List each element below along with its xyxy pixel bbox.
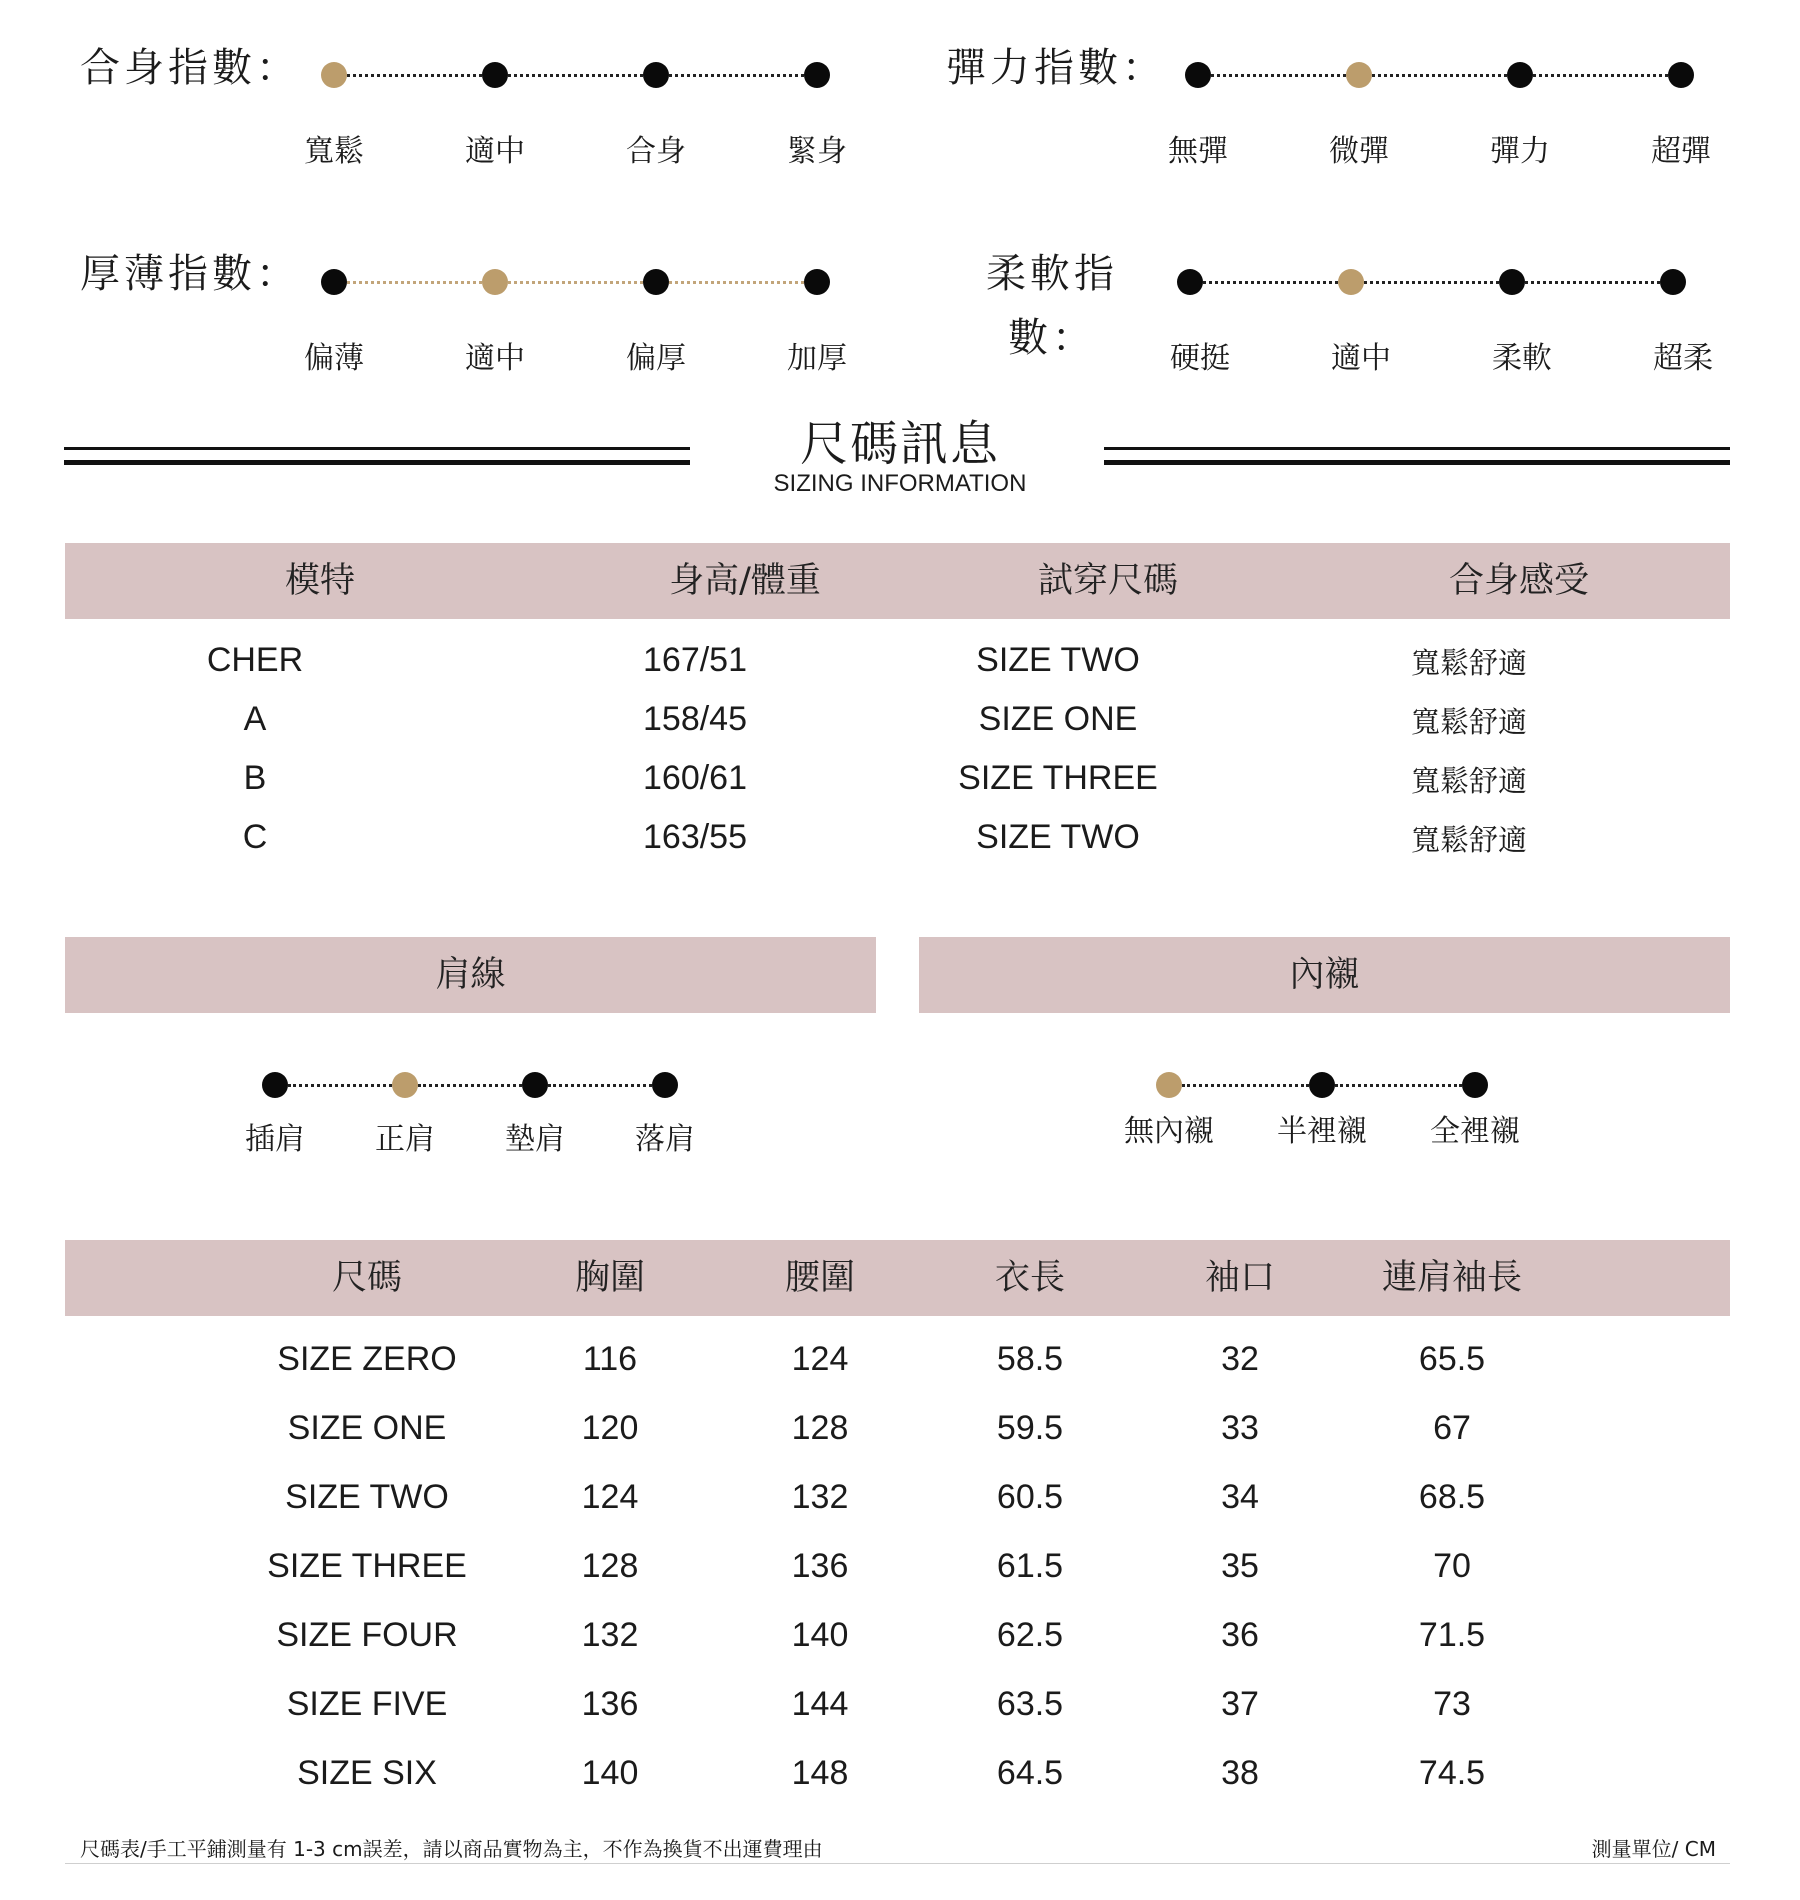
model-name-cell: A [243, 700, 267, 738]
models-header-try-size: 試穿尺碼 [1037, 561, 1178, 601]
size-value-cell: 136 [581, 1685, 639, 1723]
shoulder-scale-option: 落肩 [635, 1122, 695, 1157]
lining-scale-dot [1462, 1072, 1488, 1098]
stretch-index-scale-dot [1668, 62, 1694, 88]
lining-scale-dot [1309, 1072, 1335, 1098]
stretch-index-scale-dot [1185, 62, 1211, 88]
fit-index-scale-connector [347, 74, 482, 77]
model-table-cell: 160/61 [643, 759, 747, 797]
model-name-cell: CHER [206, 641, 304, 679]
size-table-header-cell: 尺碼 [331, 1258, 402, 1298]
softness-index-label-line2: 數： [1008, 315, 1096, 361]
size-value-cell: 132 [581, 1616, 639, 1654]
model-table-cell: 163/55 [643, 818, 747, 856]
lining-scale [1124, 1054, 1520, 1184]
softness-index-scale-connector [1364, 281, 1499, 284]
fit-index-scale-option: 合身 [626, 134, 686, 169]
size-name-cell: SIZE ONE [287, 1409, 447, 1447]
measurement-unit: 測量單位/ CM [1591, 1837, 1716, 1861]
softness-index-scale [1170, 251, 1713, 381]
softness-index-scale-connector [1203, 281, 1338, 284]
model-table-cell: 158/45 [643, 700, 747, 738]
size-value-cell: 144 [791, 1685, 849, 1723]
lining-scale-option: 無內襯 [1124, 1114, 1214, 1149]
fit-index-label: 合身指數： [80, 45, 300, 91]
size-name-cell: SIZE FOUR [276, 1616, 458, 1654]
size-value-cell: 120 [581, 1409, 639, 1447]
fit-index-scale-connector [669, 74, 804, 77]
size-table-header-cell: 腰圍 [784, 1258, 855, 1298]
softness-index-scale-option: 超柔 [1653, 341, 1713, 376]
size-value-cell: 70 [1433, 1547, 1471, 1585]
fit-index-scale-option: 寬鬆 [304, 134, 364, 169]
size-table-header-cell: 袖口 [1204, 1258, 1275, 1298]
stretch-index-scale-selected-dot [1346, 62, 1372, 88]
size-value-cell: 59.5 [996, 1409, 1064, 1447]
lining-scale-connector [1182, 1084, 1309, 1087]
thickness-index-scale-option: 適中 [465, 341, 525, 376]
softness-index-label-line1: 柔軟指 [986, 251, 1118, 297]
shoulder-scale-option: 正肩 [375, 1122, 435, 1157]
size-value-cell: 67 [1433, 1409, 1471, 1447]
stretch-index-scale-option: 超彈 [1651, 134, 1711, 169]
size-table-header-cell: 連肩袖長 [1381, 1258, 1522, 1298]
stretch-index-label: 彈力指數： [946, 45, 1166, 91]
thickness-index-scale-option: 偏厚 [626, 341, 686, 376]
softness-index-scale-connector [1525, 281, 1660, 284]
fit-index-scale-dot [482, 62, 508, 88]
model-table-cell: SIZE ONE [978, 700, 1138, 738]
size-name-cell: SIZE ZERO [277, 1340, 457, 1378]
fit-index-scale-dot [804, 62, 830, 88]
size-value-cell: 124 [791, 1340, 849, 1378]
shoulder-scale-connector [288, 1084, 392, 1087]
shoulder-band [65, 937, 876, 1013]
size-name-cell: SIZE SIX [297, 1754, 437, 1792]
measurement-note: 尺碼表/手工平鋪測量有 1-3 cm誤差，請以商品實物為主，不作為換貨不出運費理由 [80, 1837, 823, 1861]
size-table-header-cell: 衣長 [994, 1258, 1065, 1298]
size-value-cell: 65.5 [1418, 1340, 1486, 1378]
lining-scale-option: 半裡襯 [1277, 1114, 1367, 1149]
stretch-index-scale [1168, 44, 1711, 174]
softness-index-scale-dot [1660, 269, 1686, 295]
shoulder-label: 肩線 [435, 955, 506, 995]
size-value-cell: 116 [582, 1340, 638, 1378]
shoulder-scale-connector [418, 1084, 522, 1087]
fit-index-scale-selected-dot [321, 62, 347, 88]
stretch-index-scale-option: 無彈 [1168, 134, 1228, 169]
size-value-cell: 36 [1221, 1616, 1259, 1654]
softness-index-scale-option: 適中 [1331, 341, 1391, 376]
shoulder-scale-connector [548, 1084, 652, 1087]
model-name-cell: B [243, 759, 267, 797]
model-table-cell: 寬鬆舒適 [1410, 705, 1527, 739]
thickness-index-scale-connector [347, 281, 482, 284]
size-value-cell: 136 [791, 1547, 849, 1585]
size-value-cell: 63.5 [996, 1685, 1064, 1723]
sizing-title-en: SIZING INFORMATION [773, 470, 1027, 497]
fit-index-scale-dot [643, 62, 669, 88]
stretch-index-scale-option: 彈力 [1490, 134, 1550, 169]
model-name-cell: C [242, 818, 268, 856]
stretch-index-scale-connector [1372, 74, 1507, 77]
model-table-cell: SIZE THREE [958, 759, 1158, 797]
model-table-cell: 167/51 [643, 641, 747, 679]
size-value-cell: 61.5 [996, 1547, 1064, 1585]
thickness-index-scale-selected-dot [482, 269, 508, 295]
size-name-cell: SIZE THREE [267, 1547, 467, 1585]
shoulder-scale-dot [652, 1072, 678, 1098]
lining-label: 內襯 [1289, 955, 1360, 995]
size-value-cell: 34 [1221, 1478, 1259, 1516]
lining-band [919, 937, 1730, 1013]
size-value-cell: 38 [1221, 1754, 1259, 1792]
shoulder-scale-selected-dot [392, 1072, 418, 1098]
stretch-index-scale-dot [1507, 62, 1533, 88]
size-value-cell: 74.5 [1418, 1754, 1486, 1792]
size-table-header-cell: 胸圍 [574, 1258, 645, 1298]
shoulder-scale-dot [522, 1072, 548, 1098]
stretch-index-scale-connector [1211, 74, 1346, 77]
thickness-index-scale [304, 251, 847, 381]
softness-index-scale-selected-dot [1338, 269, 1364, 295]
stretch-index-scale-option: 微彈 [1329, 134, 1389, 169]
fit-index-scale-option: 適中 [465, 134, 525, 169]
lining-scale-option: 全裡襯 [1430, 1114, 1520, 1149]
models-header-band [65, 543, 1730, 619]
fit-index-scale-connector [508, 74, 643, 77]
model-table-cell: 寬鬆舒適 [1410, 646, 1527, 680]
thickness-index-scale-dot [804, 269, 830, 295]
model-table-cell: 寬鬆舒適 [1410, 823, 1527, 857]
model-table-cell: 寬鬆舒適 [1410, 764, 1527, 798]
thickness-index-scale-dot [643, 269, 669, 295]
size-value-cell: 32 [1221, 1340, 1259, 1378]
softness-index-scale-option: 柔軟 [1492, 341, 1552, 376]
size-value-cell: 140 [581, 1754, 639, 1792]
thickness-index-scale-option: 偏薄 [304, 341, 364, 376]
shoulder-scale-dot [262, 1072, 288, 1098]
size-value-cell: 73 [1433, 1685, 1471, 1723]
thickness-index-scale-option: 加厚 [787, 341, 847, 376]
size-value-cell: 37 [1221, 1685, 1259, 1723]
size-value-cell: 68.5 [1418, 1478, 1486, 1516]
stretch-index-scale-connector [1533, 74, 1668, 77]
size-table-header-band [65, 1240, 1730, 1316]
models-header-fit-feel: 合身感受 [1448, 561, 1589, 601]
size-value-cell: 128 [581, 1547, 639, 1585]
thickness-index-scale-dot [321, 269, 347, 295]
thickness-index-scale-connector [508, 281, 643, 284]
title-rule-left [64, 447, 690, 465]
size-value-cell: 71.5 [1418, 1616, 1486, 1654]
softness-index-scale-option: 硬挺 [1170, 341, 1230, 376]
size-value-cell: 60.5 [996, 1478, 1064, 1516]
size-value-cell: 62.5 [996, 1616, 1064, 1654]
softness-index-scale-dot [1177, 269, 1203, 295]
shoulder-scale [245, 1054, 695, 1184]
size-value-cell: 128 [791, 1409, 849, 1447]
size-value-cell: 124 [581, 1478, 639, 1516]
shoulder-scale-option: 插肩 [245, 1122, 305, 1157]
softness-index-scale-dot [1499, 269, 1525, 295]
sizing-title-zh: 尺碼訊息 [799, 416, 1000, 472]
model-table-cell: SIZE TWO [976, 641, 1140, 679]
fit-index-scale-option: 緊身 [787, 134, 847, 169]
thickness-index-label: 厚薄指數： [80, 251, 300, 297]
size-name-cell: SIZE FIVE [286, 1685, 448, 1723]
size-value-cell: 140 [791, 1616, 849, 1654]
footer-divider [65, 1863, 1730, 1864]
shoulder-scale-option: 墊肩 [505, 1122, 565, 1157]
lining-scale-connector [1335, 1084, 1462, 1087]
size-value-cell: 132 [791, 1478, 849, 1516]
size-name-cell: SIZE TWO [285, 1478, 449, 1516]
lining-scale-selected-dot [1156, 1072, 1182, 1098]
size-value-cell: 58.5 [996, 1340, 1064, 1378]
fit-index-scale [304, 44, 847, 174]
models-header-height-weight: 身高/體重 [669, 561, 821, 601]
size-value-cell: 64.5 [996, 1754, 1064, 1792]
title-rule-right [1104, 447, 1730, 465]
size-value-cell: 148 [791, 1754, 849, 1792]
models-header-model: 模特 [284, 561, 355, 601]
size-value-cell: 35 [1221, 1547, 1259, 1585]
size-value-cell: 33 [1221, 1409, 1259, 1447]
thickness-index-scale-connector [669, 281, 804, 284]
model-table-cell: SIZE TWO [976, 818, 1140, 856]
